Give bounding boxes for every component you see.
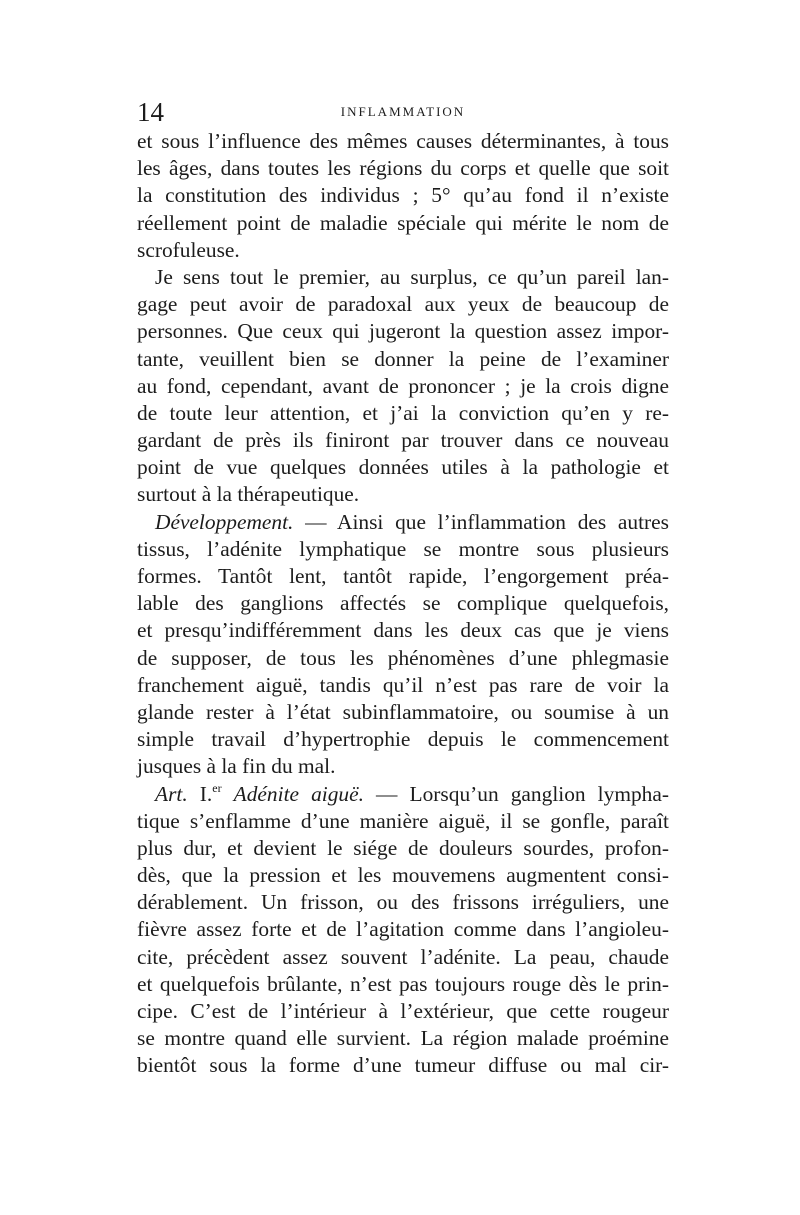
article-superscript: er — [212, 780, 222, 795]
text-line: tique s’enflamme d’une manière aiguë, il se gonfle, paraît — [137, 808, 669, 833]
text-line: glande rester à l’état subinflammatoire, ou soumise à un — [137, 699, 669, 724]
text-line: surtout à la thérapeutique. — [137, 482, 360, 507]
text-line: tissus, l’adénite lymphatique se montre sous plusieurs — [137, 536, 669, 561]
paragraph — [137, 509, 669, 781]
text-line: la constitution des individus ; 5° qu’au fond il n’existe — [137, 183, 669, 208]
text-line: scrofuleuse. — [137, 237, 240, 262]
article-label: Art. — [155, 781, 188, 806]
text-line: cipe. C’est de l’intérieur à l’extérieur, que cette rougeur — [137, 999, 669, 1023]
text-fragment: — Lorsqu’un ganglion lympha- — [363, 781, 669, 806]
text-line: lable des ganglions affectés se complique quelquefois, — [137, 591, 669, 616]
text-line: les âges, dans toutes les régions du corps et quelle que soit — [137, 156, 669, 181]
running-title: INFLAMMATION — [340, 104, 466, 119]
text-line: plus dur, et devient le siége de douleurs sourdes, profon- — [137, 835, 669, 860]
text-line: et quelquefois brûlante, n’est pas toujours rouge dès le prin- — [137, 971, 669, 996]
paragraph — [137, 781, 669, 1080]
text-line: gage peut avoir de paradoxal aux yeux de beaucoup de — [137, 292, 669, 317]
text-line: simple travail d’hypertrophie depuis le commencement — [137, 727, 669, 752]
text-line — [137, 781, 669, 808]
text-fragment: — Ainsi que l’inflammation des autres — [293, 509, 669, 534]
text-line: personnes. Que ceux qui jugeront la question assez impor- — [137, 319, 669, 344]
text-line: dès, que la pression et les mouvemens augmentent consi- — [137, 863, 669, 888]
text-line: au fond, cependant, avant de prononcer ; je la crois digne — [137, 373, 669, 398]
text-line: franchement aiguë, tandis qu’il n’est pas rare de voir la — [137, 672, 669, 697]
body-text — [137, 128, 669, 1080]
article-title: Adénite aiguë. — [233, 781, 364, 806]
text-line: cite, précèdent assez souvent l’adénite. La peau, chaude — [137, 944, 669, 969]
text-line: dérablement. Un frisson, ou des frissons irréguliers, une — [137, 890, 669, 915]
paragraph — [137, 264, 669, 509]
text-line: se montre quand elle survient. La région malade proémine — [137, 1026, 669, 1051]
section-heading: Développement. — [155, 509, 294, 534]
text-line: Je sens tout le premier, au surplus, ce qu’un pareil lan- — [155, 264, 669, 289]
text-line: point de vue quelques données utiles à la pathologie et — [137, 455, 669, 480]
page-number: 14 — [137, 97, 164, 127]
paragraph — [137, 128, 669, 264]
text-line — [137, 509, 669, 536]
text-line: et presqu’indifféremment dans les deux cas que je viens — [137, 618, 669, 643]
text-line: de supposer, de tous les phénomènes d’une phlegmasie — [137, 645, 669, 670]
text-line: jusques à la fin du mal. — [137, 754, 336, 779]
text-line: réellement point de maladie spéciale qui mérite le nom de — [137, 210, 669, 235]
text-line: fièvre assez forte et de l’agitation comme dans l’angioleu- — [137, 917, 669, 942]
text-line: bientôt sous la forme d’une tumeur diffuse ou mal cir- — [137, 1053, 669, 1078]
article-number: I. — [187, 781, 213, 806]
text-line: tante, veuillent bien se donner la peine de l’examiner — [137, 346, 669, 371]
text-line: formes. Tantôt lent, tantôt rapide, l’engorgement préa- — [137, 564, 669, 588]
text-line: de toute leur attention, et j’ai la conviction qu’en y re- — [137, 400, 669, 425]
text-line: et sous l’influence des mêmes causes déterminantes, à tous — [137, 129, 669, 153]
text-line: gardant de près ils finiront par trouver dans ce nouveau — [137, 428, 669, 453]
page-header — [137, 97, 669, 127]
